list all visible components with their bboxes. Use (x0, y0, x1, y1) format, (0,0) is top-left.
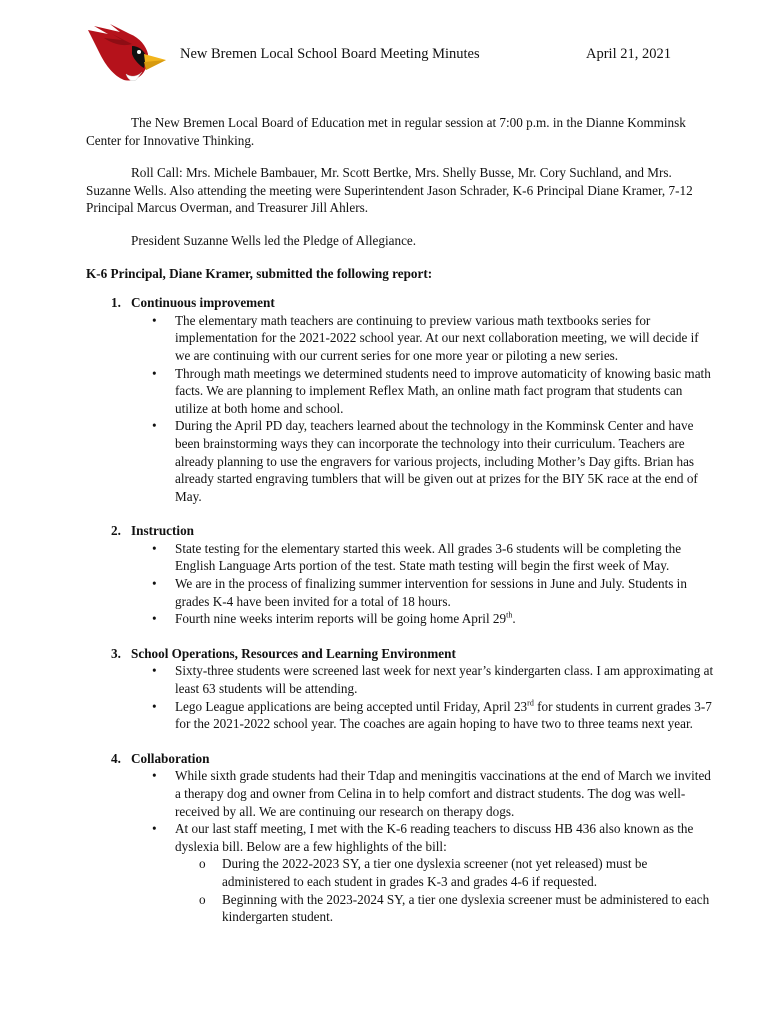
bullet-dot-icon: • (152, 611, 157, 627)
bullet-text: We are in the process of finalizing summer intervention for sessions in June and July. Students in grades K-4 have been invited for a total of 18 hours. (175, 576, 687, 609)
bullet-dot-icon: • (152, 768, 157, 784)
document-title: New Bremen Local School Board Meeting Minutes (180, 46, 480, 62)
bullet-text: At our last staff meeting, I met with the K-6 reading teachers to discuss HB 436 also known as the dyslexia bill. Below are a few highlights of the bill: (175, 821, 694, 854)
bullet-dot-icon: • (152, 698, 157, 714)
list-item (86, 698, 716, 733)
sub-item-text: Beginning with the 2023-2024 SY, a tier one dyslexia screener must be administered to each kindergarten student. (222, 891, 710, 925)
bullet-text: State testing for the elementary started this week. All grades 3-6 students will be completing the English Language Arts portion of the test. State math testing will begin the first week of May. (175, 540, 682, 574)
superscript: th (506, 610, 513, 620)
bullet-dot-icon: • (152, 576, 157, 592)
section-title: Instruction (131, 523, 195, 539)
bullet-list (86, 540, 716, 628)
bullet-text-continued: for students in current grades 3-7 for the 2021-2022 school year. The coaches are again hoping to have two to three teams next year. (175, 698, 712, 732)
report-section (86, 645, 716, 733)
list-item (86, 417, 716, 505)
document-date: April 21, 2021 (586, 46, 671, 62)
list-item (86, 767, 716, 820)
bullet-dot-icon: • (152, 312, 157, 328)
bullet-text: While sixth grade students had their Tdap and meningitis vaccinations at the end of March we invited a therapy dog and owner from Celina in to help comfort and distract students. The dog was well-received by all. We are continuing our research on therapy dogs. (175, 768, 711, 819)
bullet-list (86, 767, 716, 925)
document-body (86, 114, 716, 943)
section-heading (86, 294, 716, 312)
section-heading (86, 750, 716, 768)
bullet-text: The elementary math teachers are continuing to preview various math textbooks series for implementation for the 2021-2022 school year. At our next collaboration meeting, we will decide if we are continuing with our current series for one more year or piloting a new series. (175, 312, 699, 363)
section-title: Continuous improvement (131, 295, 275, 311)
section-number (86, 522, 131, 540)
list-item (86, 575, 716, 610)
list-item (86, 820, 716, 926)
bullet-dot-icon: • (152, 821, 157, 837)
report-sections (86, 294, 716, 926)
list-item (86, 365, 716, 418)
bullet-text: Through math meetings we determined students need to improve automaticity of knowing basic math facts. We are planning to implement Reflex Math, an online math fact program that students can utilize at both home and school. (175, 365, 711, 416)
intro-paragraph: The New Bremen Local Board of Education met in regular session at 7:00 p.m. in the Dianne Komminsk Center for Innovative Thinking. (86, 115, 686, 148)
bullet-text: During the April PD day, teachers learned about the technology in the Komminsk Center and have been brainstorming ways they can incorporate the technology into their curriculum. Teachers are already planning to use the engravers for various projects, including Mother’s Day gifts. Brian has already started engraving tumblers that will be given out at prizes for the BIY 5K race at the end of May. (175, 418, 698, 504)
section-number-text: 3. (111, 645, 121, 661)
bullet-text: Sixty-three students were screened last week for next year’s kindergarten class. I am approximating at least 63 students will be attending. (175, 663, 714, 697)
bullet-text: Fourth nine weeks interim reports will be going home April 29 (175, 611, 507, 627)
bullet-dot-icon: • (152, 418, 157, 434)
report-heading: K-6 Principal, Diane Kramer, submitted the following report: (86, 265, 433, 281)
sub-list-item (86, 855, 716, 890)
list-item (86, 312, 716, 365)
circle-bullet-icon: o (199, 891, 206, 907)
cardinal-bird-logo (86, 24, 170, 84)
section-heading (86, 645, 716, 663)
section-number (86, 645, 131, 663)
bullet-list (86, 662, 716, 732)
list-item (86, 610, 716, 628)
bullet-text: Lego League applications are being accepted until Friday, April 23 (175, 698, 528, 714)
section-heading (86, 522, 716, 540)
sub-list-item (86, 891, 716, 926)
list-item (86, 662, 716, 697)
section-number-text: 2. (111, 523, 121, 539)
section-title: Collaboration (131, 750, 210, 766)
roll-call-paragraph: Roll Call: Mrs. Michele Bambauer, Mr. Scott Bertke, Mrs. Shelly Busse, Mr. Cory Suchland, and Mrs. Suzanne Wells. Also attending the meeting were Superintendent Jason Schrader, K-6 Principal Diane Kramer, 7-12 Principal Marcus Overman, and Treasurer Jill Ahlers. (86, 165, 693, 216)
section-number-text: 1. (111, 295, 121, 311)
section-number (86, 750, 131, 768)
sub-item-text: During the 2022-2023 SY, a tier one dyslexia screener (not yet released) must be administered to each student in grades K-3 and grades 4-6 if requested. (222, 856, 648, 889)
report-section (86, 522, 716, 628)
bullet-dot-icon: • (152, 540, 157, 556)
bullet-dot-icon: • (152, 663, 157, 679)
list-item (86, 540, 716, 575)
section-number (86, 294, 131, 312)
section-number-text: 4. (111, 750, 121, 766)
report-section (86, 294, 716, 505)
bullet-text-continued: . (512, 611, 516, 627)
superscript: rd (527, 698, 534, 708)
sub-list (175, 855, 716, 925)
pledge-paragraph: President Suzanne Wells led the Pledge of Allegiance. (131, 232, 417, 248)
report-section (86, 750, 716, 926)
section-title: School Operations, Resources and Learning Environment (131, 645, 456, 661)
bullet-list (86, 312, 716, 506)
circle-bullet-icon: o (199, 856, 206, 872)
bullet-dot-icon: • (152, 365, 157, 381)
